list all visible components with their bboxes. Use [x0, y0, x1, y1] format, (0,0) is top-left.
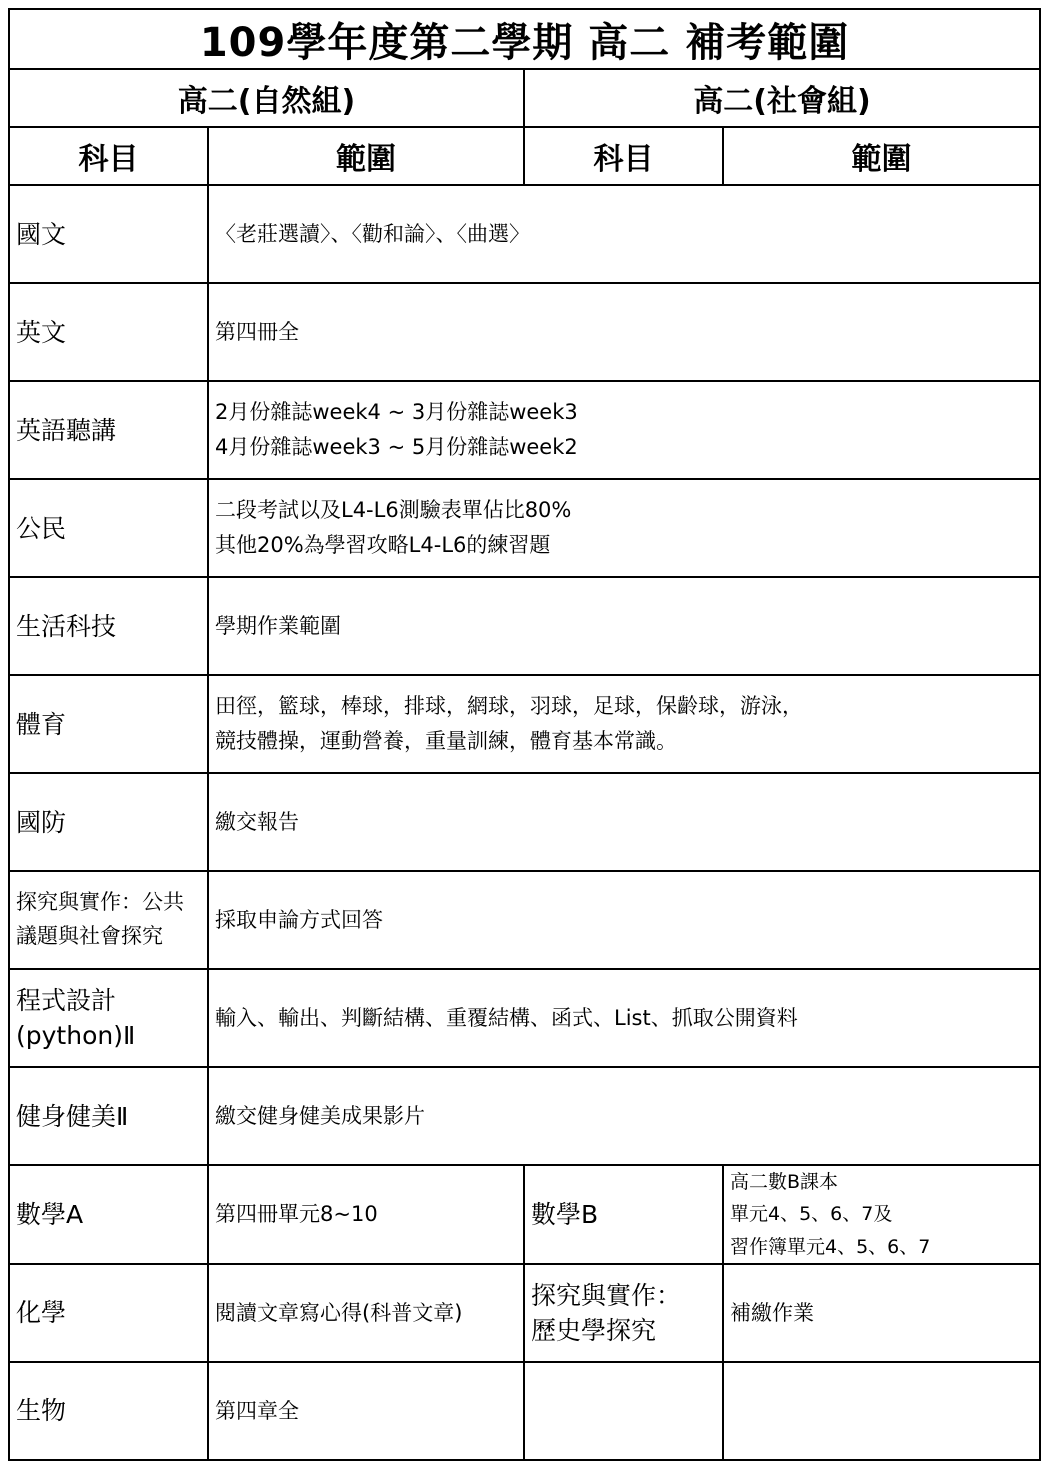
range-cell — [208, 871, 1040, 969]
range-cell — [208, 381, 1040, 479]
range-line: 4月份雜誌week3 ~ 5月份雜誌week2 — [215, 435, 578, 459]
table-row — [9, 1362, 1040, 1460]
subject-label: 健身健美Ⅱ — [16, 1101, 129, 1131]
subject-cell — [9, 381, 208, 479]
range-line: 採取申論方式回答 — [215, 907, 383, 932]
table-row — [9, 675, 1040, 773]
range-line: 閱讀文章寫心得(科普文章) — [215, 1300, 463, 1325]
range-line: 繳交健身健美成果影片 — [215, 1103, 425, 1128]
range-line: 第四章全 — [215, 1398, 299, 1423]
subject-cell — [9, 1067, 208, 1165]
range-cell — [208, 969, 1040, 1067]
range-line: 其他20%為學習攻略L4-L6的練習題 — [215, 533, 551, 557]
table-row — [9, 773, 1040, 871]
subject-label: (python)Ⅱ — [16, 1021, 136, 1050]
subject-label: 英語聽講 — [16, 415, 117, 445]
group-header-science: 高二(自然組) — [9, 69, 524, 127]
table-row — [9, 1165, 1040, 1264]
subject-label: 化學 — [16, 1298, 67, 1328]
subject-label: 歷史學探究 — [531, 1315, 657, 1345]
subject-label: 數學B — [531, 1199, 599, 1229]
subject-cell — [9, 1362, 208, 1460]
range-line: 補繳作業 — [730, 1300, 814, 1325]
range-line: 習作簿單元4、5、6、7 — [730, 1235, 931, 1258]
subject-cell — [9, 283, 208, 381]
range-line: 二段考試以及L4-L6測驗表單佔比80% — [215, 498, 572, 523]
range-line: 競技體操，運動營養，重量訓練，體育基本常識。 — [215, 729, 677, 753]
range-line: 田徑，籃球，棒球，排球，網球，羽球，足球，保齡球，游泳， — [215, 694, 803, 719]
subject-cell — [9, 1165, 208, 1264]
empty-subject-cell — [524, 1362, 723, 1460]
subject-cell — [9, 577, 208, 675]
subject-cell — [9, 969, 208, 1067]
range-cell — [208, 479, 1040, 577]
subject-cell — [9, 1264, 208, 1362]
range-line: 〈老莊選讀〉、〈勸和論〉、〈曲選〉 — [215, 221, 530, 246]
subject-cell — [9, 675, 208, 773]
empty-range-cell — [723, 1362, 1040, 1460]
subject-label: 國文 — [16, 219, 67, 249]
subject-label: 公民 — [16, 513, 67, 543]
range-cell — [208, 577, 1040, 675]
table-row — [9, 1264, 1040, 1362]
range-cell — [208, 283, 1040, 381]
column-header-subject: 科目 — [9, 127, 208, 185]
table-row — [9, 969, 1040, 1067]
subject-cell — [9, 871, 208, 969]
exam-scope-table — [8, 8, 1041, 1461]
table-row — [9, 871, 1040, 969]
subject-label: 生活科技 — [16, 611, 117, 641]
range-cell — [208, 1067, 1040, 1165]
range-cell — [208, 1264, 524, 1362]
range-line: 單元4、5、6、7及 — [730, 1203, 893, 1226]
range-cell — [723, 1165, 1040, 1264]
subject-label: 體育 — [16, 709, 67, 739]
table-row — [9, 1067, 1040, 1165]
table-row — [9, 185, 1040, 283]
table-row — [9, 577, 1040, 675]
range-line: 繳交報告 — [215, 809, 299, 834]
range-line: 第四冊全 — [215, 319, 299, 344]
column-header-range: 範圍 — [723, 127, 1040, 185]
range-line: 高二數B課本 — [730, 1171, 839, 1193]
range-line: 學期作業範圍 — [215, 613, 341, 638]
subject-cell — [9, 773, 208, 871]
subject-cell — [9, 185, 208, 283]
subject-label: 生物 — [16, 1396, 67, 1426]
subject-label: 程式設計 — [16, 986, 117, 1015]
subject-cell — [9, 479, 208, 577]
subject-cell — [524, 1165, 723, 1264]
range-cell — [208, 185, 1040, 283]
subject-label: 探究與實作： — [531, 1280, 682, 1310]
subject-label: 數學A — [16, 1199, 84, 1229]
range-line: 2月份雜誌week4 ~ 3月份雜誌week3 — [215, 400, 578, 425]
subject-cell — [524, 1264, 723, 1362]
column-header-range: 範圍 — [208, 127, 524, 185]
range-line: 輸入、輸出、判斷結構、重覆結構、函式、List、抓取公開資料 — [215, 1005, 798, 1030]
table-row — [9, 381, 1040, 479]
range-line: 第四冊單元8~10 — [215, 1202, 378, 1227]
table-row — [9, 479, 1040, 577]
range-cell — [723, 1264, 1040, 1362]
subject-label: 國防 — [16, 807, 67, 837]
group-header-social: 高二(社會組) — [524, 69, 1040, 127]
range-cell — [208, 675, 1040, 773]
page-title: 109學年度第二學期 高二 補考範圍 — [9, 9, 1040, 69]
range-cell — [208, 1362, 524, 1460]
range-cell — [208, 773, 1040, 871]
column-header-subject: 科目 — [524, 127, 723, 185]
subject-label: 探究與實作：公共 — [16, 890, 184, 915]
subject-label: 議題與社會探究 — [16, 924, 163, 948]
range-cell — [208, 1165, 524, 1264]
table-row — [9, 283, 1040, 381]
subject-label: 英文 — [16, 317, 67, 347]
